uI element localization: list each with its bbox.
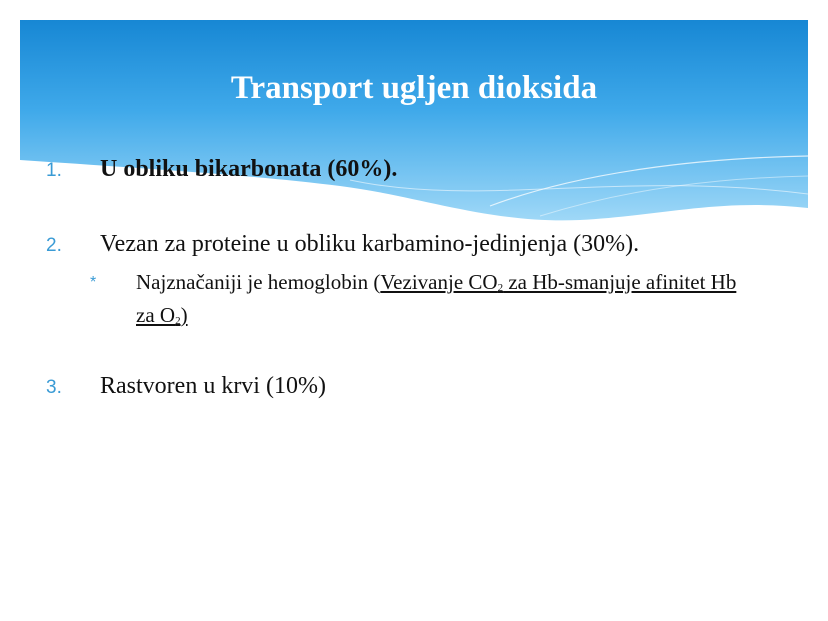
note-part-1: Vezivanje CO bbox=[380, 270, 498, 294]
note-part-2: za Hb-smanjuje afinitet Hb za O bbox=[136, 270, 737, 327]
list-number: 3. bbox=[46, 377, 62, 398]
list-item-text: Vezan za proteine u obliku karbamino-jedinjenja (30%). bbox=[100, 231, 640, 257]
sub-bullet-item bbox=[90, 269, 756, 335]
list-item-text: Rastvoren u krvi (10%) bbox=[100, 373, 326, 399]
note-close: ) bbox=[180, 303, 188, 327]
header-wave-graphic bbox=[20, 20, 808, 240]
list-item bbox=[46, 373, 326, 400]
list-item-text: U obliku bikarbonata (60%). bbox=[100, 156, 398, 182]
o2-subscript: 2 bbox=[175, 315, 181, 327]
co2-subscript: 2 bbox=[497, 282, 504, 294]
sub-bullet-prefix: Najznačaniji je hemoglobin ( bbox=[136, 270, 381, 294]
list-number: 2. bbox=[46, 235, 62, 256]
list-number: 1. bbox=[46, 160, 62, 181]
sub-bullet-text bbox=[136, 269, 756, 335]
header-banner bbox=[20, 20, 808, 240]
list-item bbox=[46, 156, 397, 183]
list-item bbox=[46, 231, 639, 258]
slide-title: Transport ugljen dioksida bbox=[230, 70, 598, 106]
asterisk-bullet-icon: * bbox=[90, 274, 97, 291]
